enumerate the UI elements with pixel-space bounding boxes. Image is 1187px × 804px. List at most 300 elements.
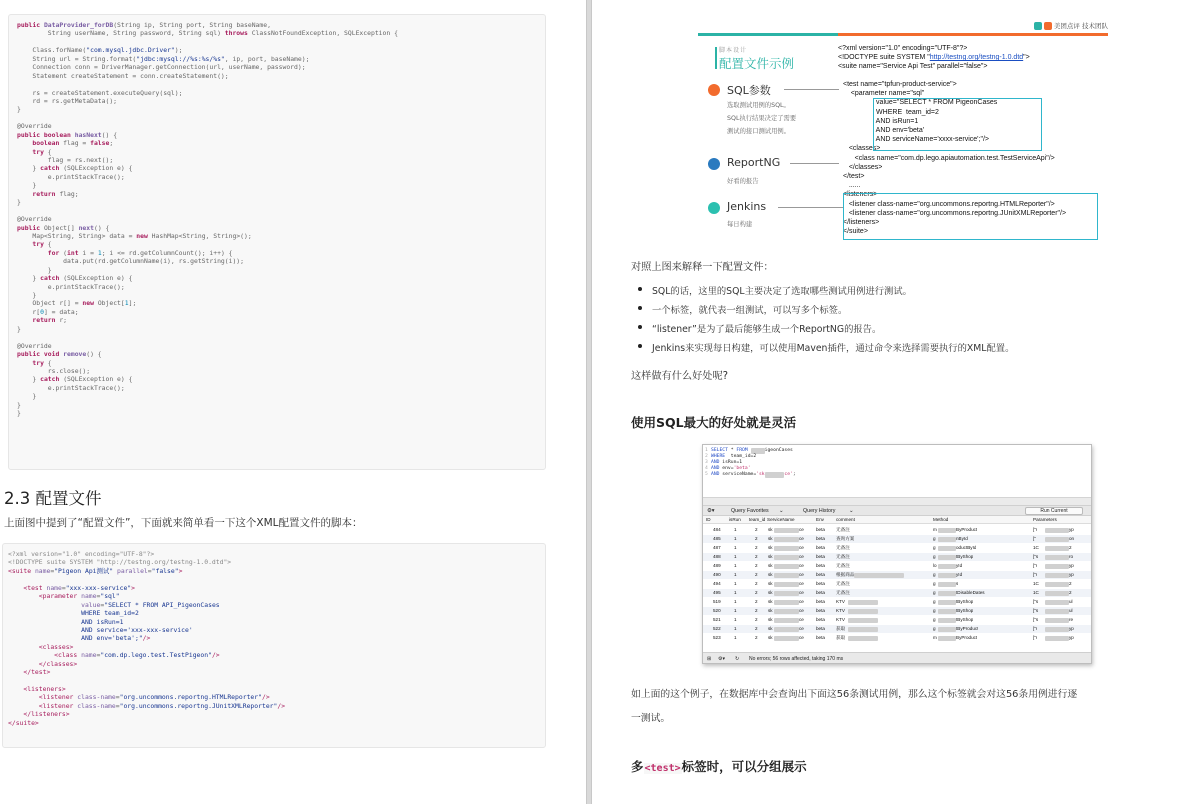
table-row[interactable] bbox=[703, 607, 1092, 615]
code-token: r; bbox=[55, 316, 68, 325]
config-explain-lead: 对照上图来解释一下配置文件： bbox=[631, 262, 774, 273]
java-code-block bbox=[8, 14, 546, 470]
redacted-text bbox=[938, 573, 956, 578]
listeners-highlight-box bbox=[843, 193, 1098, 240]
table-cell: ce bbox=[799, 635, 804, 640]
table-cell: 无备注 bbox=[836, 590, 850, 595]
slide-xml-line: AND isRun=1 bbox=[843, 117, 919, 125]
table-cell: beta bbox=[816, 536, 825, 541]
redacted-text bbox=[938, 618, 956, 623]
code-token: = bbox=[61, 583, 66, 592]
table-cell: ["r bbox=[1033, 572, 1038, 577]
table-cell: tDisableDates bbox=[956, 590, 985, 595]
code-line bbox=[17, 274, 545, 282]
table-cell: 1 bbox=[734, 536, 737, 541]
code-line bbox=[17, 29, 545, 37]
code-token: try bbox=[32, 147, 44, 156]
redacted-text bbox=[774, 537, 799, 542]
table-cell: beta bbox=[816, 563, 825, 568]
code-token: } bbox=[17, 409, 21, 418]
code-token: } bbox=[17, 274, 41, 283]
table-cell: 2 bbox=[755, 536, 758, 541]
code-line bbox=[17, 114, 545, 122]
redacted-text bbox=[1045, 528, 1069, 533]
table-row[interactable] bbox=[703, 553, 1092, 561]
code-token: 0 bbox=[40, 307, 44, 316]
test-tag-code: <test> bbox=[644, 763, 681, 774]
table-cell: 2 bbox=[755, 581, 758, 586]
table-cell: sk bbox=[768, 563, 773, 568]
table-row[interactable] bbox=[703, 589, 1092, 597]
table-cell: oductById bbox=[956, 545, 977, 550]
table-row[interactable] bbox=[703, 634, 1092, 642]
table-cell: beta bbox=[816, 581, 825, 586]
sql-token: ce' bbox=[784, 472, 793, 477]
table-cell: 1 bbox=[734, 581, 737, 586]
table-row[interactable] bbox=[703, 526, 1092, 534]
redacted-text bbox=[1045, 537, 1069, 542]
table-row[interactable] bbox=[703, 580, 1092, 588]
sql-param-desc-line: 选取测试用例的SQL。 bbox=[727, 102, 790, 109]
table-cell: yp bbox=[1069, 635, 1074, 640]
code-token: AND isRun=1 bbox=[81, 617, 124, 626]
table-cell: 无备注 bbox=[836, 545, 850, 550]
column-header[interactable]: team_id bbox=[749, 517, 766, 522]
table-row[interactable] bbox=[703, 571, 1092, 579]
table-cell: 487 bbox=[713, 545, 721, 550]
code-token: } bbox=[17, 324, 21, 333]
code-token: } bbox=[17, 291, 37, 299]
redacted-text bbox=[1045, 618, 1069, 623]
table-cell: sk bbox=[768, 617, 773, 622]
code-token: () { bbox=[86, 350, 102, 359]
code-token: (SQLException e) { bbox=[59, 164, 133, 173]
table-cell: 查询方案 bbox=[836, 536, 855, 541]
example-paragraph: 如上面的这个例子，在数据库中会查询出下面这56条测试用例，那么这个标签就会对这56条用例进行逐 bbox=[631, 689, 1078, 700]
code-token: new bbox=[82, 299, 94, 308]
code-token: name bbox=[81, 651, 97, 660]
table-cell: 2 bbox=[755, 626, 758, 631]
code-token: int bbox=[67, 248, 79, 257]
code-token: "Pigeon Api测试" bbox=[54, 566, 117, 575]
code-line bbox=[17, 131, 545, 139]
code-line bbox=[8, 685, 545, 693]
left-document-pane bbox=[0, 0, 584, 804]
redacted-text bbox=[1045, 546, 1069, 551]
code-token: class-name bbox=[77, 693, 116, 702]
column-header[interactable]: Env bbox=[816, 517, 824, 522]
code-token: Object r[] = bbox=[17, 299, 83, 308]
code-line bbox=[17, 325, 545, 333]
slide-xml-line: WHERE team_id=2 bbox=[843, 108, 939, 116]
table-row[interactable] bbox=[703, 535, 1092, 543]
table-cell: 494 bbox=[713, 581, 721, 586]
line-number: 5 bbox=[705, 472, 708, 477]
table-cell: 2 bbox=[1069, 590, 1072, 595]
table-cell: beta bbox=[816, 527, 825, 532]
code-token: () { bbox=[101, 130, 118, 139]
code-line bbox=[17, 342, 545, 350]
sql-line bbox=[705, 472, 1092, 478]
refresh-icon: ↻ bbox=[735, 656, 740, 662]
code-token: rd = rs.getMetaData(); bbox=[17, 96, 118, 105]
table-cell: ["r bbox=[1033, 527, 1038, 532]
code-token bbox=[8, 592, 39, 600]
code-line bbox=[8, 558, 545, 566]
code-token: } bbox=[17, 392, 37, 401]
code-line bbox=[17, 207, 545, 215]
code-line bbox=[17, 89, 545, 97]
code-token: class-name bbox=[77, 701, 116, 710]
table-cell: tByProduct bbox=[956, 626, 979, 631]
table-row[interactable] bbox=[703, 544, 1092, 552]
code-line bbox=[8, 719, 545, 727]
sql-param-desc bbox=[727, 99, 796, 138]
right-document-pane bbox=[592, 0, 1187, 804]
example-paragraph-cont: 一测试。 bbox=[631, 713, 671, 724]
code-token bbox=[17, 139, 32, 147]
code-token: ClassNotFoundException, SQLException { bbox=[247, 29, 398, 38]
config-slide-figure bbox=[698, 18, 1108, 242]
code-token: ); bbox=[174, 46, 183, 55]
code-line bbox=[17, 409, 545, 417]
redacted-text bbox=[774, 546, 799, 551]
code-line bbox=[17, 215, 545, 223]
code-line bbox=[17, 249, 545, 257]
code-token: data.put(rd.getColumnName(i), rs.getString(i)); bbox=[17, 257, 245, 266]
code-token bbox=[8, 626, 81, 634]
code-token: parallel bbox=[117, 566, 148, 575]
sql-token: 'beta' bbox=[733, 466, 751, 471]
table-cell: 520 bbox=[713, 608, 721, 613]
jenkins-dot bbox=[708, 202, 720, 214]
sql-query-editor bbox=[703, 445, 1092, 497]
table-cell: 523 bbox=[713, 635, 721, 640]
redacted-text bbox=[765, 472, 785, 478]
code-token: } bbox=[17, 164, 41, 173]
code-line bbox=[17, 190, 545, 198]
code-line bbox=[8, 618, 545, 626]
table-cell: ce bbox=[799, 608, 804, 613]
table-cell: s bbox=[956, 581, 959, 586]
code-line bbox=[8, 634, 545, 642]
table-cell: KTV bbox=[836, 608, 845, 613]
code-token: (SQLException e) { bbox=[59, 274, 133, 283]
redacted-text bbox=[1045, 582, 1069, 587]
code-token: AND env='beta';" bbox=[81, 634, 143, 643]
code-token bbox=[8, 660, 39, 668]
table-cell: beta bbox=[816, 572, 825, 577]
table-cell: beta bbox=[816, 590, 825, 595]
code-token: new bbox=[136, 231, 148, 240]
sql-benefit-heading: 使用SQL最大的好处就是灵活 bbox=[631, 415, 797, 430]
redacted-text bbox=[1045, 600, 1069, 605]
code-token: @Override bbox=[17, 215, 52, 224]
code-token: AND service='xxx-xxx-service' bbox=[81, 625, 193, 634]
redacted-text bbox=[848, 609, 878, 614]
redacted-text bbox=[938, 555, 956, 560]
table-cell: m bbox=[933, 527, 937, 532]
db-client-screenshot bbox=[702, 444, 1092, 664]
code-token bbox=[8, 668, 23, 676]
grid-icon: ⊞ bbox=[707, 656, 712, 662]
table-cell: ce bbox=[799, 581, 804, 586]
code-token: Statement createStatement = conn.createStatement(); bbox=[17, 71, 229, 80]
reportng-dot bbox=[708, 158, 720, 170]
code-token: </suite> bbox=[8, 718, 39, 727]
code-token: e.printStackTrace(); bbox=[17, 383, 125, 392]
table-cell: g bbox=[933, 545, 936, 550]
redacted-text bbox=[848, 600, 878, 605]
table-cell: 1 bbox=[734, 563, 737, 568]
redacted-text bbox=[854, 573, 904, 578]
redacted-text bbox=[1045, 609, 1069, 614]
column-header[interactable]: ID bbox=[706, 517, 711, 522]
code-line bbox=[17, 198, 545, 206]
chevron-down-icon: ⌄ bbox=[779, 508, 784, 514]
code-token: (SQLException e) { bbox=[59, 375, 133, 384]
code-token: false bbox=[90, 139, 110, 148]
code-token: } bbox=[17, 375, 41, 384]
sql-token: isRun=1 bbox=[719, 460, 743, 465]
code-token bbox=[8, 601, 81, 609]
redacted-text bbox=[774, 627, 799, 632]
code-line bbox=[17, 299, 545, 307]
code-token: = bbox=[147, 566, 152, 575]
sql-token: WHERE bbox=[711, 454, 726, 459]
list-item: SQL的话，这里的SQL主要决定了选取哪些测试用例进行测试。 bbox=[638, 283, 1014, 302]
code-token: i = bbox=[78, 248, 98, 257]
table-cell: 495 bbox=[713, 590, 721, 595]
table-cell: sk bbox=[768, 545, 773, 550]
table-cell: yp bbox=[1069, 527, 1074, 532]
slide-logo-text: 美团点评 技术团队 bbox=[1053, 22, 1108, 30]
slide-xml-line: <listener class-name="org.uncommons.reportng.JUnitXMLReporter"/> bbox=[843, 209, 1067, 217]
code-line bbox=[8, 626, 545, 634]
code-token bbox=[8, 618, 81, 626]
meituan-logo-icon bbox=[1034, 22, 1042, 30]
code-line bbox=[17, 283, 545, 291]
table-cell: sk bbox=[768, 554, 773, 559]
redacted-text bbox=[774, 591, 799, 596]
code-token: public boolean bbox=[17, 130, 75, 139]
code-token: rs = createStatement.executeQuery(sql); bbox=[17, 88, 183, 97]
table-cell: ByProduct bbox=[956, 527, 978, 532]
table-cell: 2 bbox=[755, 617, 758, 622]
code-token: try bbox=[32, 358, 44, 367]
code-token: @Override bbox=[17, 341, 52, 350]
code-token: = bbox=[96, 592, 101, 601]
code-token: next bbox=[78, 223, 94, 232]
code-token: () { bbox=[93, 223, 110, 232]
code-token: = bbox=[115, 693, 120, 702]
code-token: "com.mysql.jdbc.Driver" bbox=[86, 46, 175, 55]
code-line bbox=[17, 266, 545, 274]
table-cell: ["s bbox=[1033, 599, 1039, 604]
table-cell: ce bbox=[799, 590, 804, 595]
slide-title-accent bbox=[715, 47, 717, 69]
code-token: <listeners> bbox=[23, 685, 66, 693]
code-line bbox=[17, 240, 545, 248]
benefit-question: 这样做有什么好处呢? bbox=[631, 371, 729, 382]
code-token bbox=[8, 710, 23, 718]
table-cell: g bbox=[933, 626, 936, 631]
code-token bbox=[17, 359, 32, 367]
code-token: Object[ bbox=[93, 299, 125, 308]
redacted-text bbox=[848, 627, 878, 632]
column-header[interactable]: ServiceName bbox=[767, 517, 795, 522]
code-line bbox=[8, 609, 545, 617]
code-token: catch bbox=[40, 274, 60, 283]
table-cell: ce bbox=[799, 617, 804, 622]
table-cell: nById bbox=[956, 536, 968, 541]
table-cell: 485 bbox=[713, 536, 721, 541]
code-line bbox=[17, 308, 545, 316]
sql-token: AND bbox=[711, 460, 720, 465]
table-row[interactable] bbox=[703, 562, 1092, 570]
code-token: try bbox=[32, 240, 44, 249]
code-token: Class.forName( bbox=[17, 46, 87, 55]
code-line bbox=[17, 401, 545, 409]
jenkins-desc: 每日构建 bbox=[727, 221, 753, 228]
table-cell: 521 bbox=[713, 617, 721, 622]
table-cell: ce bbox=[799, 626, 804, 631]
code-token: } bbox=[17, 181, 37, 190]
run-current-button: Run Current bbox=[1025, 507, 1083, 515]
redacted-text bbox=[774, 609, 799, 614]
table-row[interactable] bbox=[703, 616, 1092, 624]
table-cell: ul bbox=[1069, 608, 1073, 613]
sql-param-title: SQL参数 bbox=[727, 84, 771, 97]
slide-xml-header bbox=[838, 44, 1030, 71]
query-status-bar bbox=[703, 652, 1092, 664]
table-cell: g bbox=[933, 536, 936, 541]
code-token: flag; bbox=[55, 189, 79, 198]
code-token: <listener bbox=[38, 693, 78, 702]
code-line bbox=[17, 38, 545, 46]
code-token: = bbox=[96, 651, 101, 660]
code-token: <parameter bbox=[38, 592, 82, 601]
table-cell: 1 bbox=[734, 635, 737, 640]
table-cell: beta bbox=[816, 608, 825, 613]
slide-xml-line: value="SELECT * FROM PigeonCases bbox=[843, 99, 998, 107]
editor-resize-bar bbox=[703, 497, 1092, 505]
redacted-text bbox=[774, 564, 799, 569]
code-token: value bbox=[81, 600, 101, 609]
code-token: <listener bbox=[38, 701, 78, 710]
table-cell: 2 bbox=[755, 554, 758, 559]
testng-dtd-link[interactable]: http://testng.org/testng-1.0.dtd bbox=[929, 54, 1024, 61]
table-cell: 489 bbox=[713, 563, 721, 568]
column-header[interactable]: isRun bbox=[729, 517, 741, 522]
redacted-text bbox=[938, 581, 959, 587]
table-cell: g bbox=[933, 581, 936, 586]
table-cell: ce bbox=[799, 536, 804, 541]
redacted-text bbox=[1045, 573, 1069, 578]
table-cell: m bbox=[933, 635, 937, 640]
code-line bbox=[8, 702, 545, 710]
table-cell: 无备注 bbox=[836, 554, 850, 559]
table-cell: g bbox=[933, 554, 936, 559]
table-cell: 2 bbox=[1069, 581, 1072, 586]
column-header[interactable]: comment bbox=[836, 517, 855, 522]
code-token: r[ bbox=[17, 307, 41, 316]
table-cell: g bbox=[933, 617, 936, 622]
table-cell: 1 bbox=[734, 617, 737, 622]
code-line bbox=[17, 80, 545, 88]
table-cell: beta bbox=[816, 617, 825, 622]
sql-highlight-box bbox=[873, 98, 1042, 151]
code-token: e.printStackTrace(); bbox=[17, 282, 125, 291]
table-cell: tByShop bbox=[956, 599, 974, 604]
redacted-text bbox=[848, 618, 878, 623]
column-header[interactable]: Method bbox=[933, 517, 949, 522]
code-token: /> bbox=[211, 651, 220, 660]
code-token: for bbox=[47, 248, 60, 257]
table-cell: 1 bbox=[734, 554, 737, 559]
table-cell: g bbox=[933, 590, 936, 595]
code-token: /> bbox=[261, 693, 270, 702]
table-row[interactable] bbox=[703, 598, 1092, 606]
redacted-text bbox=[774, 528, 799, 533]
table-cell: 获取 bbox=[836, 626, 846, 631]
table-cell: [" bbox=[1033, 536, 1036, 541]
code-token: "SELECT * FROM API_PigeonCases bbox=[104, 600, 220, 609]
redacted-text bbox=[1045, 555, 1069, 560]
section-heading: 2.3 配置文件 bbox=[4, 489, 102, 508]
code-token: (String ip, String port, String baseName, bbox=[113, 21, 271, 29]
slide-xml-line: <listeners> bbox=[843, 191, 878, 199]
redacted-text bbox=[1045, 591, 1069, 596]
slide-xml-decl: <?xml version="1.0" encoding="UTF-8"?> bbox=[838, 45, 968, 52]
code-line bbox=[17, 375, 545, 383]
code-token: WHERE team_id=2 bbox=[81, 609, 139, 618]
code-line bbox=[17, 333, 545, 341]
table-cell: tByShop bbox=[956, 617, 974, 622]
code-token: catch bbox=[40, 375, 60, 384]
table-cell: ce bbox=[799, 563, 804, 568]
code-token: String userName, String password, String sql) bbox=[17, 29, 225, 38]
table-cell: beta bbox=[816, 626, 825, 631]
table-cell: 根据商品 bbox=[836, 572, 855, 577]
redacted-text bbox=[848, 636, 878, 641]
sql-param-desc-line: 测试的接口测试用例。 bbox=[727, 128, 790, 135]
code-token: ( bbox=[59, 248, 68, 257]
column-header[interactable]: Parameters bbox=[1033, 517, 1057, 522]
redacted-text bbox=[938, 600, 956, 605]
code-token: 1 bbox=[97, 248, 102, 257]
code-token: "org.uncommons.reportng.HTMLReporter" bbox=[119, 693, 262, 702]
slide-xml-line: <class name="com.dp.lego.apiautomation.test.TestServiceApi"/> bbox=[843, 154, 1055, 162]
redacted-text bbox=[1045, 636, 1069, 641]
code-token: return bbox=[32, 189, 56, 198]
code-token: HashMap<String, String>(); bbox=[147, 231, 252, 240]
code-line bbox=[8, 651, 545, 659]
code-token: = bbox=[100, 600, 105, 609]
table-cell: 2 bbox=[755, 572, 758, 577]
code-token bbox=[8, 584, 23, 592]
code-line bbox=[17, 122, 545, 130]
code-token bbox=[8, 609, 81, 617]
table-cell: 无备注 bbox=[836, 581, 850, 586]
code-token: </listeners> bbox=[23, 710, 70, 719]
table-row[interactable] bbox=[703, 625, 1092, 633]
redacted-text bbox=[774, 636, 799, 641]
table-cell: g bbox=[933, 599, 936, 604]
slide-xml-line: AND serviceName='xxxx-service';"/> bbox=[843, 136, 989, 144]
table-cell: ["r bbox=[1033, 563, 1038, 568]
code-token: return bbox=[32, 316, 56, 325]
